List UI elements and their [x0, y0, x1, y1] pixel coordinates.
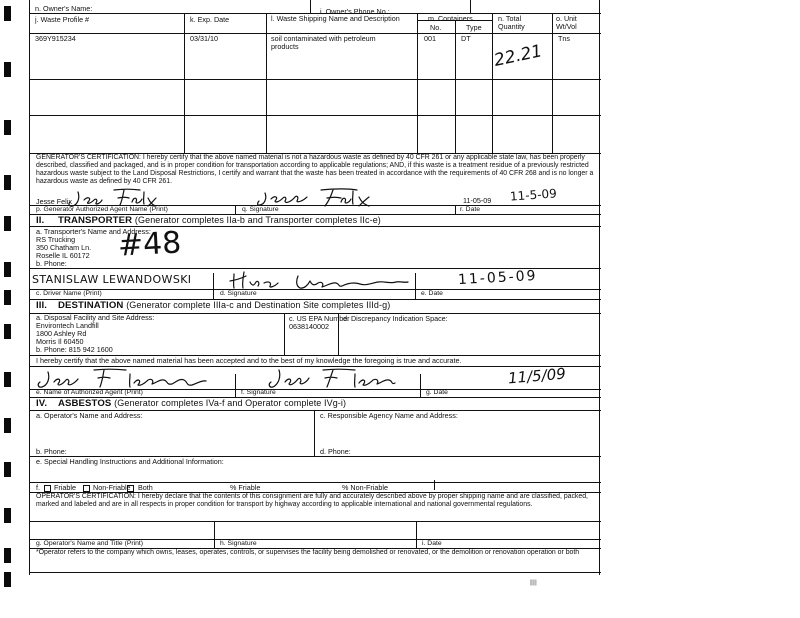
containers-type-value: DT: [461, 34, 471, 43]
header-containers-type: Type: [466, 23, 482, 32]
transporter-date-label: e. Date: [421, 290, 443, 297]
responsible-agency-label: c. Responsible Agency Name and Address:: [320, 411, 458, 420]
generator-agent-name-typed: Jesse Felix: [36, 197, 72, 206]
header-unit: o. Unit Wt/Vol: [556, 14, 577, 32]
non-friable-checkbox[interactable]: [83, 485, 90, 492]
asbestos-section-title: ASBESTOS: [58, 398, 112, 409]
disposal-facility-phone: b. Phone: 815 942 1600: [36, 345, 113, 354]
transporter-signature-label: d. Signature: [220, 290, 257, 297]
edge-mark: [4, 6, 11, 21]
generator-agent-label: p. Generator Authorized Agent Name (Print): [36, 206, 168, 213]
operator-certification-text: OPERATOR'S CERTIFICATION: I hereby declare that the contents of this consignment are fully and accurately described above by proper shipping name and are classified, packed, marked and labeled and are in all respects in proper condition for transport by highway according to applicable international and national governmental regulations.: [36, 493, 588, 509]
agency-phone-label: d. Phone:: [320, 447, 351, 456]
operator-signature-label: h. Signature: [220, 540, 257, 547]
truck-number-handwritten: #48: [117, 225, 183, 264]
disposal-facility-name: Environtech Landfill: [36, 321, 99, 330]
destination-certification-text: I hereby certify that the above named material has been accepted and to the best of my knowledge the foregoing is true and accurate.: [36, 356, 462, 365]
disposal-facility-label: a. Disposal Facility and Site Address:: [36, 313, 155, 322]
total-quantity-handwritten: 22.21: [492, 41, 545, 71]
disposal-facility-address-1: 1800 Ashley Rd: [36, 329, 87, 338]
non-friable-checkbox-label: Non-Friable: [93, 483, 131, 492]
header-containers: m. Containers: [428, 14, 473, 23]
exp-date-value: 03/31/10: [190, 34, 218, 43]
generator-signature-label: q. Signature: [242, 206, 279, 213]
discrepancy-label: d. Discrepancy Indication Space:: [343, 314, 448, 323]
destination-section-heading: [36, 300, 390, 311]
operator-footnote: *Operator refers to the company which owns, leases, operates, controls, or supervises the facility being demolished or renovated, or the demolition or renovation operation or both: [36, 549, 580, 556]
percent-non-friable-label: % Non-Friable: [342, 483, 388, 492]
both-checkbox-label: Both: [138, 483, 153, 492]
operator-phone-label: b. Phone:: [36, 447, 67, 456]
generator-date-typed: 11-05-09: [463, 196, 492, 205]
header-shipping-name: l. Waste Shipping Name and Description: [271, 14, 400, 23]
destination-section-subtitle: (Generator complete IIIa-c and Destination Site completes IIId-g): [126, 300, 391, 310]
header-total-quantity: n. Total Quantity: [498, 14, 525, 32]
edge-mark: [4, 216, 11, 231]
transporter-section-number: II.: [36, 215, 45, 226]
edge-mark: [4, 372, 11, 387]
containers-no-value: 001: [424, 34, 436, 43]
driver-name-handwritten: STANISLAW LEWANDOWSKI: [32, 273, 192, 286]
edge-mark: [4, 548, 11, 563]
edge-mark: [4, 462, 11, 477]
transporter-name-label: a. Transporter's Name and Address:: [36, 227, 151, 236]
generator-date-label: r. Date: [460, 206, 481, 213]
header-containers-no: No.: [430, 23, 442, 32]
transporter-address-line-2: Roselle IL 60172: [36, 251, 90, 260]
waste-description-value: soil contaminated with petroleum products: [271, 34, 376, 52]
operator-date-label: i. Date: [422, 540, 442, 547]
generator-certification-text: GENERATOR'S CERTIFICATION: I hereby certify that the above named material is not a hazardous waste as defined by 40 CFR 261 or any applicable state law, has been properly described, classified and packaged, and is in proper condition for transportation according to applicable regulations; AND, if this waste is a treatment residue of a previously restricted hazardous waste subject to the Land Disposal Restrictions, I certify and warrant that the waste has been treated in accordance with the requirements of 40 CFR 268 and is no longer a hazardous waste as defined by 40 CFR 261.: [36, 154, 594, 186]
owner-name-label: n. Owner's Name:: [35, 4, 93, 13]
driver-name-label: c. Driver Name (Print): [36, 290, 102, 297]
both-checkbox[interactable]: [127, 485, 134, 492]
transporter-section-subtitle: (Generator completes IIa-b and Transporter completes IIc-e): [134, 215, 381, 225]
destination-date-handwritten: 11/5/09: [507, 364, 567, 388]
edge-mark: [4, 62, 11, 77]
transporter-name-value: RS Trucking: [36, 235, 76, 244]
scan-corner-mark: ||||||: [530, 580, 537, 586]
header-waste-profile: j. Waste Profile #: [35, 15, 90, 24]
edge-mark: [4, 290, 11, 305]
transporter-section-heading: [36, 215, 381, 226]
epa-number-label: c. US EPA Number: [289, 314, 350, 323]
operator-title-label: g. Operator's Name and Title (Print): [36, 540, 144, 547]
asbestos-section-number: IV.: [36, 398, 48, 409]
owner-phone-label: i. Owner's Phone No.:: [320, 7, 390, 16]
waste-manifest-form: [29, 0, 600, 575]
edge-mark: [4, 324, 11, 339]
edge-mark: [4, 572, 11, 587]
generator-date-handwritten: 11-5-09: [509, 186, 558, 204]
asbestos-section-subtitle: (Generator completes IVa-f and Operator complete IVg-i): [114, 398, 347, 408]
transporter-date-handwritten: 11-05-09: [457, 267, 538, 289]
destination-section-title: DESTINATION: [58, 300, 124, 311]
operator-name-label: a. Operator's Name and Address:: [36, 411, 143, 420]
header-exp-date: k. Exp. Date: [190, 15, 230, 24]
percent-friable-label: % Friable: [230, 483, 261, 492]
friable-options-prefix: f.: [36, 483, 40, 492]
friable-checkbox-label: Friable: [54, 483, 76, 492]
friable-checkbox[interactable]: [44, 485, 51, 492]
transporter-phone-label: b. Phone:: [36, 259, 67, 268]
transporter-address-line-1: 350 Chatham Ln.: [36, 243, 92, 252]
edge-mark: [4, 120, 11, 135]
special-handling-label: e. Special Handling Instructions and Additional Information:: [36, 457, 224, 466]
disposal-facility-address-2: Morris Il 60450: [36, 337, 84, 346]
destination-section-number: III.: [36, 300, 48, 311]
edge-mark: [4, 262, 11, 277]
epa-number-value: 0638140002: [289, 322, 329, 331]
asbestos-section-heading: [36, 398, 346, 409]
destination-agent-label: e. Name of Authorized Agent (Print): [36, 389, 143, 396]
waste-profile-value: 369Y915234: [35, 34, 76, 43]
destination-signature-label: f. Signature: [241, 389, 276, 396]
unit-value: Tns: [558, 34, 570, 43]
edge-mark: [4, 508, 11, 523]
transporter-section-title: TRANSPORTER: [58, 215, 133, 226]
edge-mark: [4, 175, 11, 190]
edge-mark: [4, 418, 11, 433]
destination-date-label: g. Date: [426, 389, 448, 396]
